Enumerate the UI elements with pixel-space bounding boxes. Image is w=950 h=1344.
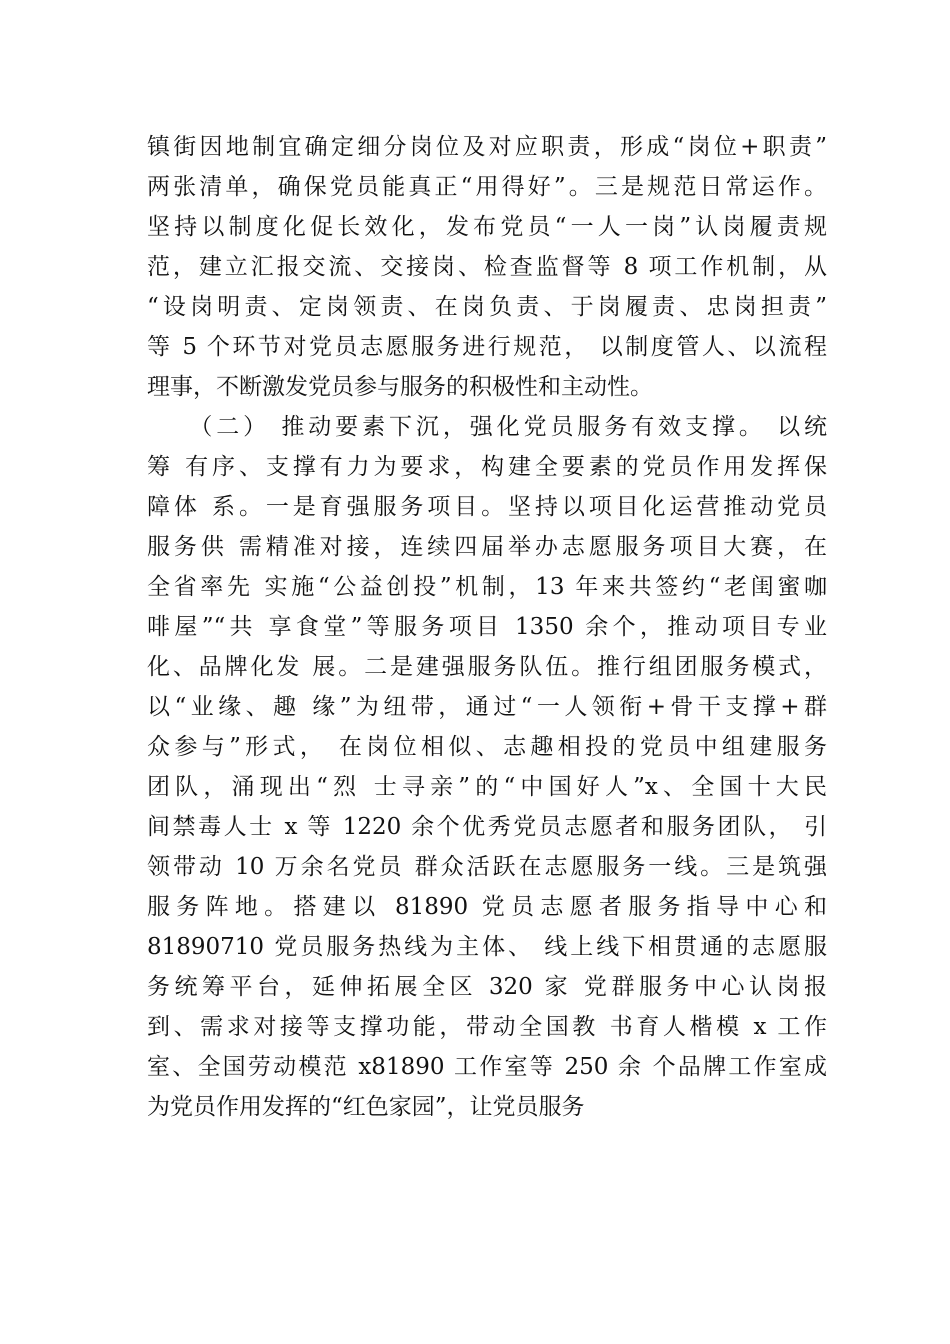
text-line-8: （二） 推动要素下沉，强化党员服务有效支撑。 以统: [147, 414, 827, 440]
text-line-22: 务统筹平台，延伸拓展全区 320 家 党群服务中心认岗报: [147, 974, 827, 1000]
text-line-11: 服务供 需精准对接，连续四届举办志愿服务项目大赛，在: [147, 534, 827, 560]
text-line-18: 间禁毒人士 x 等 1220 余个优秀党员志愿者和服务团队， 引: [147, 814, 827, 840]
text-line-14: 化、品牌化发 展。二是建强服务队伍。推行组团服务模式，: [147, 654, 827, 680]
text-line-7: 理事，不断激发党员参与服务的积极性和主动性。: [147, 374, 653, 400]
text-line-6: 等 5 个环节对党员志愿服务进行规范， 以制度管人、以流程: [147, 334, 827, 360]
text-line-1: 镇街因地制宜确定细分岗位及对应职责，形成“岗位+职责”: [147, 134, 827, 160]
text-line-5: “设岗明责、定岗领责、在岗负责、于岗履责、忠岗担责”: [147, 294, 827, 320]
text-line-2: 两张清单，确保党员能真正“用得好”。三是规范日常运作。: [147, 174, 827, 200]
text-line-24: 室、全国劳动模范 x81890 工作室等 250 余 个品牌工作室成: [147, 1054, 827, 1080]
text-line-21: 81890710 党员服务热线为主体、 线上线下相贯通的志愿服: [147, 934, 827, 960]
text-line-9: 筹 有序、支撑有力为要求，构建全要素的党员作用发挥保: [147, 454, 827, 480]
text-line-15: 以“业缘、趣 缘”为纽带，通过“一人领衔+骨干支撑+群: [147, 694, 827, 720]
text-line-23: 到、需求对接等支撑功能，带动全国教 书育人楷模 x 工作: [147, 1014, 827, 1040]
text-line-13: 啡屋”“共 享食堂”等服务项目 1350 余个，推动项目专业: [147, 614, 827, 640]
text-line-19: 领带动 10 万余名党员 群众活跃在志愿服务一线。三是筑强: [147, 854, 827, 880]
text-line-12: 全省率先 实施“公益创投”机制，13 年来共签约“老闺蜜咖: [147, 574, 827, 600]
text-line-10: 障体 系。一是育强服务项目。坚持以项目化运营推动党员: [147, 494, 827, 520]
text-line-25: 为党员作用发挥的“红色家园”，让党员服务: [147, 1094, 585, 1120]
body-text: [147, 127, 827, 1127]
text-line-17: 团队，涌现出“烈 士寻亲”的“中国好人”x、全国十大民: [147, 774, 827, 800]
text-line-4: 范，建立汇报交流、交接岗、检查监督等 8 项工作机制，从: [147, 254, 827, 280]
text-line-3: 坚持以制度化促长效化，发布党员“一人一岗”认岗履责规: [147, 214, 827, 240]
text-line-20: 服务阵地。搭建以 81890 党员志愿者服务指导中心和: [147, 894, 827, 920]
text-line-16: 众参与”形式， 在岗位相似、志趣相投的党员中组建服务: [147, 734, 827, 760]
